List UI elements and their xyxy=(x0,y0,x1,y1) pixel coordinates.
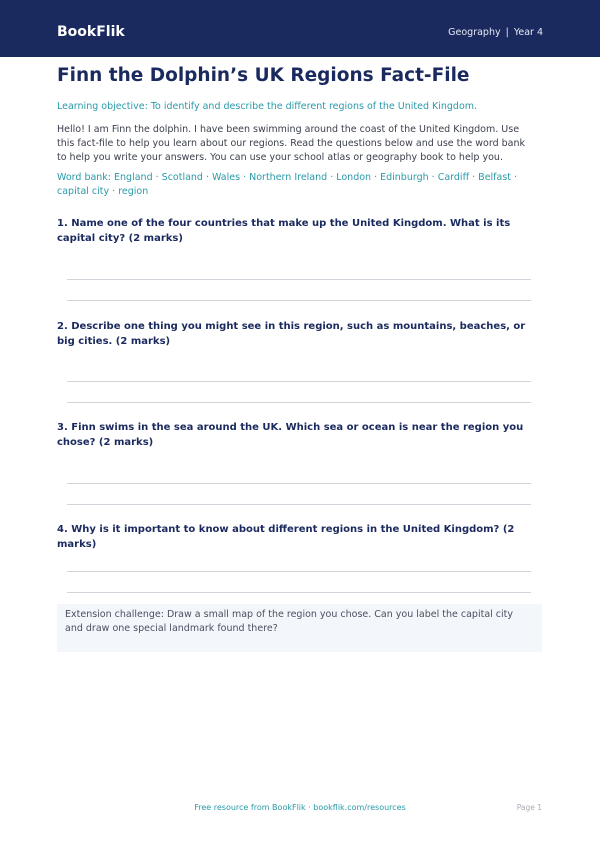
year-label: Year 4 xyxy=(513,27,543,38)
learning-objective: Learning objective: To identify and describe the different regions of the United Kingdom. xyxy=(57,101,478,112)
answer-line-1a[interactable] xyxy=(67,279,531,280)
brand-logo-text: BookFlik xyxy=(57,24,125,40)
answer-line-3a[interactable] xyxy=(67,483,531,484)
answer-line-3b[interactable] xyxy=(67,504,531,505)
subject-label: Geography xyxy=(448,27,501,38)
question-3: 3. Finn swims in the sea around the UK. Which sea or ocean is near the region you chose? (2 marks) xyxy=(57,422,524,448)
question-2: 2. Describe one thing you might see in this region, such as mountains, beaches, or big cities. (2 marks) xyxy=(57,321,526,347)
extension-challenge-box xyxy=(57,604,542,652)
page-header xyxy=(0,0,600,57)
page-number: Page 1 xyxy=(516,803,542,812)
extension-challenge-text: Extension challenge: Draw a small map of the region you chose. Can you label the capital city and draw one special landmark found there? xyxy=(65,609,514,634)
answer-line-2a[interactable] xyxy=(67,381,531,382)
question-1: 1. Name one of the four countries that make up the United Kingdom. What is its capital city? (2 marks) xyxy=(57,218,511,244)
subject-separator: | xyxy=(505,27,509,38)
footer-resource-text: Free resource from BookFlik · bookflik.com/resources xyxy=(194,803,406,812)
question-4: 4. Why is it important to know about different regions in the United Kingdom? (2 marks) xyxy=(57,524,515,550)
answer-line-4a[interactable] xyxy=(67,571,531,572)
word-bank: Word bank: England · Scotland · Wales · Northern Ireland · London · Edinburgh · Cardiff · Belfast · capital city · region xyxy=(57,172,518,197)
page-title: Finn the Dolphin’s UK Regions Fact-File xyxy=(57,65,470,86)
answer-line-4b[interactable] xyxy=(67,592,531,593)
answer-line-2b[interactable] xyxy=(67,402,531,403)
answer-line-1b[interactable] xyxy=(67,300,531,301)
intro-paragraph: Hello! I am Finn the dolphin. I have been swimming around the coast of the United Kingdom. Use this fact-file to help you learn about our regions. Read the questions below and use the word bank to help you write your answers. You can use your school atlas or geography book to help you. xyxy=(57,124,525,163)
subject-year-label xyxy=(448,27,543,39)
